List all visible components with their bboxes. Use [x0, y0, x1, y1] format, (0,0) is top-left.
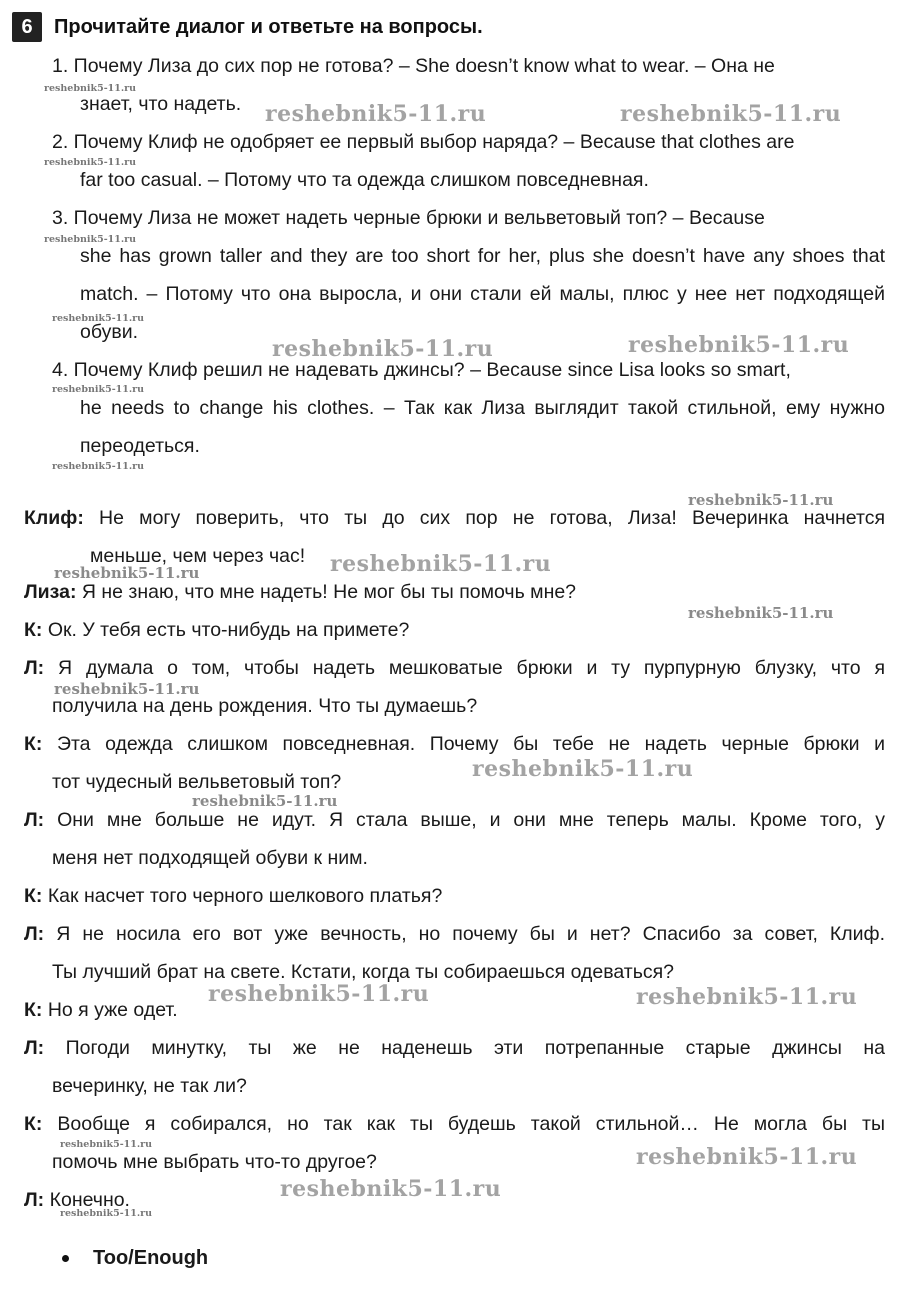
dialogue-text: Эта одежда слишком повседневная. Почему бы тебе не надеть черные брюки и — [56, 733, 885, 755]
dialogue-text: Ок. У тебя есть что-нибудь на примете? — [47, 619, 410, 641]
speaker-label: К: — [24, 1113, 43, 1135]
watermark: reshebnik5-11.ru — [52, 461, 145, 472]
dialogue-text: Я думала о том, чтобы надеть мешковатые брюки и ту пурпурную блузку, что я — [58, 657, 886, 679]
task-header — [12, 12, 483, 42]
dialogue-line — [24, 617, 409, 643]
watermark: reshebnik5-11.ru — [60, 1139, 153, 1150]
dialogue-text: Как насчет того черного шелкового платья? — [47, 885, 443, 907]
dialogue-line-continuation: меня нет подходящей обуви к ним. — [52, 847, 368, 869]
dialogue-line — [24, 1035, 885, 1061]
qa-question: 4. Почему Клиф решил не надевать джинсы? – Because since Lisa looks so smart, — [52, 359, 791, 381]
qa-item-3 — [52, 199, 885, 351]
dialogue-line-continuation: получила на день рождения. Что ты думаешь? — [52, 695, 478, 717]
dialogue-text: Но я уже одет. — [47, 999, 178, 1021]
speaker-label: Л: — [24, 1037, 45, 1059]
speaker-label: К: — [24, 885, 43, 907]
watermark: reshebnik5-11.ru — [688, 604, 834, 622]
dialogue-text: Погоди минутку, ты же не наденешь эти потрепанные старые джинсы на — [65, 1037, 885, 1059]
speaker-label: Лиза: — [24, 581, 77, 603]
watermark: reshebnik5-11.ru — [280, 1176, 502, 1202]
watermark: reshebnik5-11.ru — [636, 984, 858, 1010]
dialogue-line — [24, 883, 442, 909]
dialogue-line-continuation: Ты лучший брат на свете. Кстати, когда ты собираешься одеваться? — [52, 961, 675, 983]
watermark: reshebnik5-11.ru — [636, 1144, 858, 1170]
speaker-label: К: — [24, 619, 43, 641]
dialogue-line — [24, 1111, 885, 1137]
dialogue-line-continuation: вечеринку, не так ли? — [52, 1075, 247, 1097]
speaker-label: К: — [24, 733, 43, 755]
dialogue-text: Вообще я собирался, но так как ты будешь такой стильной… Не могла бы ты — [57, 1113, 886, 1135]
section-bullet — [62, 1247, 208, 1270]
watermark: reshebnik5-11.ru — [265, 101, 487, 127]
watermark: reshebnik5-11.ru — [44, 234, 137, 245]
watermark: reshebnik5-11.ru — [44, 83, 137, 94]
task-title: Прочитайте диалог и ответьте на вопросы. — [54, 15, 483, 38]
bullet-icon — [62, 1255, 69, 1262]
qa-answer-continuation: he needs to change his clothes. – Так как Лиза выглядит такой стильной, ему нужно переодеться. — [80, 397, 885, 457]
watermark: reshebnik5-11.ru — [688, 491, 834, 509]
dialogue-text: Конечно. — [49, 1189, 130, 1211]
speaker-label: Л: — [24, 923, 45, 945]
qa-answer-continuation: she has grown taller and they are too short for her, plus she doesn’t have any shoes that match. – Потому что она выросла, и они стали ей малы, плюс у нее нет подходящей обуви. — [80, 245, 885, 343]
dialogue-line — [24, 579, 576, 605]
speaker-label: Л: — [24, 657, 45, 679]
dialogue-text: Они мне больше не идут. Я стала выше, и они мне теперь малы. Кроме того, у — [57, 809, 885, 831]
dialogue-text: Я не носила его вот уже вечность, но почему бы и нет? Спасибо за совет, Клиф. — [56, 923, 885, 945]
dialogue-line — [24, 731, 885, 757]
watermark: reshebnik5-11.ru — [52, 313, 145, 324]
dialogue-line-continuation: помочь мне выбрать что-то другое? — [52, 1151, 377, 1173]
dialogue-line — [24, 807, 885, 833]
watermark: reshebnik5-11.ru — [628, 332, 850, 358]
dialogue-line — [24, 655, 885, 681]
qa-item-4 — [52, 351, 885, 465]
qa-answer-continuation: знает, что надеть. — [80, 93, 242, 115]
speaker-label: К: — [24, 999, 43, 1021]
qa-question: 1. Почему Лиза до сих пор не готова? – She doesn’t know what to wear. – Она не — [52, 55, 775, 77]
section-bullet-text: Too/Enough — [93, 1247, 209, 1269]
dialogue-line-continuation: меньше, чем через час! — [90, 545, 306, 567]
watermark: reshebnik5-11.ru — [52, 384, 145, 395]
speaker-label: Клиф: — [24, 507, 84, 529]
task-number-badge: 6 — [12, 12, 42, 42]
qa-question: 3. Почему Лиза не может надеть черные брюки и вельветовый топ? – Because — [52, 207, 765, 229]
dialogue-text: Не могу поверить, что ты до сих пор не готова, Лиза! Вечеринка начнется — [99, 507, 886, 529]
speaker-label: Л: — [24, 809, 45, 831]
watermark: reshebnik5-11.ru — [472, 756, 694, 782]
qa-question: 2. Почему Клиф не одобряет ее первый выбор наряда? – Because that clothes are — [52, 131, 795, 153]
watermark: reshebnik5-11.ru — [60, 1208, 153, 1219]
dialogue-line — [24, 997, 178, 1023]
speaker-label: Л: — [24, 1189, 45, 1211]
watermark: reshebnik5-11.ru — [620, 101, 842, 127]
watermark: reshebnik5-11.ru — [44, 157, 137, 168]
watermark: reshebnik5-11.ru — [272, 336, 494, 362]
dialogue-line-continuation: тот чудесный вельветовый топ? — [52, 771, 342, 793]
watermark: reshebnik5-11.ru — [330, 551, 552, 577]
watermark: reshebnik5-11.ru — [54, 564, 200, 582]
dialogue-line — [24, 921, 885, 947]
qa-item-2 — [52, 123, 885, 199]
dialogue-text: Я не знаю, что мне надеть! Не мог бы ты помочь мне? — [81, 581, 577, 603]
qa-answer-continuation: far too casual. – Потому что та одежда слишком повседневная. — [80, 169, 649, 191]
watermark: reshebnik5-11.ru — [54, 680, 200, 698]
watermark: reshebnik5-11.ru — [192, 792, 338, 810]
watermark: reshebnik5-11.ru — [208, 981, 430, 1007]
